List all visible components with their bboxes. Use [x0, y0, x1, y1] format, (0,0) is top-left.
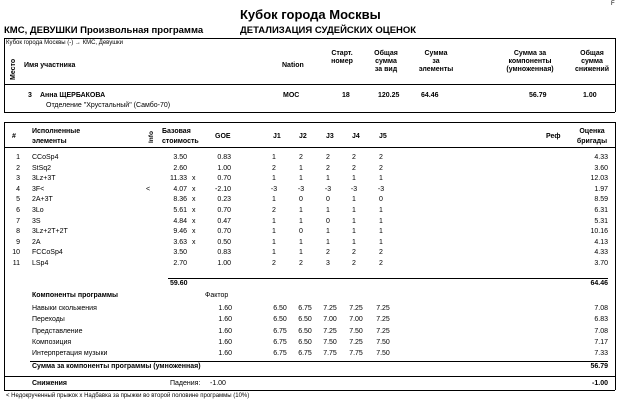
col-info: Info: [148, 131, 155, 143]
element-num: 6: [16, 207, 20, 214]
col-num: #: [12, 133, 16, 140]
element-j4: 1: [352, 196, 356, 204]
element-j3: 3: [326, 260, 330, 267]
element-j2: 1: [299, 207, 303, 214]
element-name: 3S: [32, 217, 41, 225]
component-j1: 6.50: [273, 305, 287, 312]
element-base: 3.63: [173, 238, 187, 246]
component-j4: 7.75: [349, 350, 363, 358]
element-num: 5: [16, 196, 20, 204]
component-score: 7.17: [594, 338, 608, 346]
component-j3: 7.50: [323, 338, 337, 346]
athlete-name: Анна ЩЕРБАКОВА: [40, 92, 106, 99]
element-j3: 0: [326, 217, 330, 225]
element-j3: 1: [326, 228, 330, 236]
component-j2: 6.50: [298, 327, 312, 335]
element-j2: 0: [299, 196, 303, 204]
element-name: 3F<: [32, 185, 45, 193]
element-j2: 1: [299, 164, 303, 172]
element-j3: 1: [326, 207, 330, 214]
element-bonus: x: [192, 185, 196, 193]
component-name: Представление: [32, 327, 83, 335]
footnote: < Недокрученный прыжок x Надбавка за прыжки во второй половине программы (10%): [6, 393, 250, 399]
element-name: FCCoSp4: [32, 249, 63, 257]
component-j5: 7.50: [376, 338, 390, 346]
element-name: 2A: [32, 238, 41, 246]
element-base: 2.60: [173, 164, 187, 172]
component-name: Навыки скольжения: [32, 305, 97, 312]
element-j5: 1: [379, 238, 383, 246]
element-j2: 2: [299, 154, 303, 161]
subtitle-left: КМС, ДЕВУШКИ Произвольная программа: [4, 25, 204, 36]
element-j4: 2: [352, 249, 356, 257]
component-j4: 7.25: [349, 338, 363, 346]
element-j1: 1: [272, 175, 276, 183]
element-score: 12.03: [590, 175, 608, 183]
element-score: 4.33: [594, 154, 608, 161]
deductions-total: -1.00: [592, 380, 608, 387]
component-j3: 7.00: [323, 316, 337, 324]
element-j1: 1: [272, 249, 276, 257]
element-goe: 0.47: [217, 217, 231, 225]
element-j1: 1: [272, 196, 276, 204]
component-factor: 1.60: [218, 305, 232, 312]
element-goe: 0.83: [217, 154, 231, 161]
component-j1: 6.50: [273, 316, 287, 324]
element-j1: 1: [272, 238, 276, 246]
start-header: Старт. номер: [331, 50, 353, 65]
element-j2: 1: [299, 238, 303, 246]
element-score: 4.13: [594, 238, 608, 246]
score-total: 64.46: [590, 280, 608, 287]
col-j2: J2: [299, 133, 307, 140]
athlete-elements: 64.46: [421, 92, 439, 99]
element-num: 11: [12, 260, 20, 267]
athlete-deductions: 1.00: [583, 92, 597, 99]
component-j2: 6.50: [298, 316, 312, 324]
element-num: 9: [16, 238, 20, 246]
components-header: Компоненты программы: [32, 292, 119, 299]
element-j1: 2: [272, 207, 276, 214]
element-name: 3Lz+3T: [32, 175, 56, 183]
element-j5: 1: [379, 228, 383, 236]
element-base: 8.36: [173, 196, 187, 204]
component-j3: 7.25: [323, 305, 337, 312]
element-goe: 0.83: [217, 249, 231, 257]
col-j3: J3: [326, 133, 334, 140]
element-goe: 0.70: [217, 228, 231, 236]
athlete-components: 56.79: [529, 92, 547, 99]
col-executed-elements: Исполненные элементы: [32, 128, 81, 145]
component-j4: 7.00: [349, 316, 363, 324]
element-j1: 1: [272, 154, 276, 161]
component-j2: 6.75: [298, 350, 312, 358]
element-j5: 1: [379, 175, 383, 183]
component-score: 6.83: [594, 316, 608, 324]
col-j4: J4: [352, 133, 360, 140]
athlete-place: 3: [28, 92, 32, 99]
element-j3: 2: [326, 249, 330, 257]
element-j2: 1: [299, 249, 303, 257]
element-num: 2: [16, 164, 20, 172]
element-base: 4.07: [173, 185, 187, 193]
element-j4: 1: [352, 175, 356, 183]
element-name: CCoSp4: [32, 154, 59, 161]
total-header: Общая сумма за вид: [374, 50, 398, 73]
element-bonus: x: [192, 196, 196, 204]
component-j2: 6.75: [298, 305, 312, 312]
athlete-club: Отделение "Хрустальный" (Самбо-70): [46, 102, 171, 109]
element-j2: 1: [299, 217, 303, 225]
component-j2: 6.50: [298, 338, 312, 346]
col-base-value: Базовая стоимость: [162, 128, 199, 145]
component-score: 7.33: [594, 350, 608, 358]
base-total: 59.60: [170, 280, 188, 287]
element-j4: -3: [350, 185, 358, 193]
element-j5: 2: [379, 260, 383, 267]
element-score: 6.31: [594, 207, 608, 214]
nation-header: Nation: [282, 62, 304, 69]
element-name: 3Lz+2T+2T: [32, 228, 68, 236]
element-j5: 2: [379, 249, 383, 257]
col-panel-score: Оценка бригады: [576, 128, 608, 145]
element-j2: 0: [299, 228, 303, 236]
component-score: 7.08: [594, 327, 608, 335]
breadcrumb: Кубок города Москвы (-) → КМС, Девушки: [6, 40, 123, 46]
components-sum-header: Сумма за компоненты (умноженная): [506, 50, 554, 73]
element-goe: 0.23: [217, 196, 231, 204]
athlete-start: 18: [342, 92, 350, 99]
element-j1: 2: [272, 164, 276, 172]
component-factor: 1.60: [218, 316, 232, 324]
col-ref: Реф: [546, 133, 561, 140]
element-j4: 2: [352, 260, 356, 267]
component-j4: 7.50: [349, 327, 363, 335]
element-base: 3.50: [173, 249, 187, 257]
name-header: Имя участника: [24, 62, 76, 69]
deductions-header: Общая сумма снижений: [574, 50, 610, 73]
component-name: Интерпретация музыки: [32, 350, 108, 358]
element-j5: 2: [379, 154, 383, 161]
component-j5: 7.25: [376, 327, 390, 335]
element-base: 5.61: [173, 207, 187, 214]
element-base: 2.70: [173, 260, 187, 267]
element-base: 9.46: [173, 228, 187, 236]
element-base: 3.50: [173, 154, 187, 161]
place-header: Место: [10, 58, 17, 80]
page-title: Кубок города Москвы: [240, 7, 381, 22]
element-score: 10.16: [590, 228, 608, 236]
element-num: 7: [16, 217, 20, 225]
element-goe: 0.70: [217, 207, 231, 214]
component-factor: 1.60: [218, 350, 232, 358]
element-j3: 2: [326, 164, 330, 172]
component-j1: 6.75: [273, 350, 287, 358]
element-j3: 1: [326, 175, 330, 183]
component-factor: 1.60: [218, 338, 232, 346]
element-j4: 2: [352, 164, 356, 172]
element-score: 3.60: [594, 164, 608, 172]
component-j5: 7.50: [376, 350, 390, 358]
element-j5: 1: [379, 217, 383, 225]
element-j4: 1: [352, 207, 356, 214]
component-name: Переходы: [32, 316, 65, 324]
element-j2: -3: [297, 185, 305, 193]
element-name: StSq2: [32, 164, 52, 172]
element-bonus: x: [192, 228, 196, 236]
falls-label: Падения:: [170, 380, 201, 387]
element-num: 10: [12, 249, 20, 257]
element-bonus: x: [192, 238, 196, 246]
element-j1: 1: [272, 217, 276, 225]
element-j4: 1: [352, 238, 356, 246]
element-j3: 0: [326, 196, 330, 204]
element-goe: -2.10: [215, 185, 231, 193]
element-j3: 1: [326, 238, 330, 246]
corner-mark: F: [611, 1, 615, 7]
element-score: 4.33: [594, 249, 608, 257]
components-total: 56.79: [590, 363, 608, 370]
element-j5: 1: [379, 207, 383, 214]
element-name: 3Lo: [32, 207, 44, 214]
component-j1: 6.75: [273, 327, 287, 335]
element-score: 8.59: [594, 196, 608, 204]
element-score: 3.70: [594, 260, 608, 267]
element-goe: 0.70: [217, 175, 231, 183]
element-score: 5.31: [594, 217, 608, 225]
element-j4: 2: [352, 154, 356, 161]
element-goe: 0.50: [217, 238, 231, 246]
element-num: 8: [16, 228, 20, 236]
component-j3: 7.25: [323, 327, 337, 335]
element-info: <: [146, 185, 151, 193]
component-score: 7.08: [594, 305, 608, 312]
element-name: 2A+3T: [32, 196, 53, 204]
athlete-total: 120.25: [378, 92, 400, 99]
element-j4: 1: [352, 228, 356, 236]
element-j2: 1: [299, 175, 303, 183]
element-name: LSp4: [32, 260, 49, 267]
element-j2: 2: [299, 260, 303, 267]
col-goe: GOE: [215, 133, 231, 140]
element-num: 4: [16, 185, 20, 193]
element-num: 1: [16, 154, 20, 161]
element-j3: -3: [324, 185, 332, 193]
subtitle-right: ДЕТАЛИЗАЦИЯ СУДЕЙСКИХ ОЦЕНОК: [240, 25, 417, 36]
deductions-label: Снижения: [32, 380, 67, 387]
element-score: 1.97: [594, 185, 608, 193]
component-j5: 7.25: [376, 316, 390, 324]
component-name: Композиция: [32, 338, 72, 346]
element-j1: 2: [272, 260, 276, 267]
element-j3: 2: [326, 154, 330, 161]
element-j5: -3: [377, 185, 385, 193]
element-j5: 2: [379, 164, 383, 172]
factor-header: Фактор: [205, 292, 229, 299]
element-num: 3: [16, 175, 20, 183]
element-bonus: x: [192, 207, 196, 214]
falls-value: -1.00: [210, 380, 226, 387]
athlete-nation: MOC: [283, 92, 300, 99]
col-j5: J5: [379, 133, 387, 140]
element-j5: 0: [379, 196, 383, 204]
element-base: 11.33: [170, 175, 187, 183]
component-j5: 7.25: [376, 305, 390, 312]
element-j1: 1: [272, 228, 276, 236]
component-j3: 7.75: [323, 350, 337, 358]
element-j4: 1: [352, 217, 356, 225]
element-base: 4.84: [173, 217, 187, 225]
elements-sum-header: Сумма за элементы: [418, 50, 454, 73]
element-j1: -3: [270, 185, 278, 193]
components-total-label: Сумма за компоненты программы (умноженная): [32, 363, 201, 370]
element-bonus: x: [192, 175, 196, 183]
component-j1: 6.75: [273, 338, 287, 346]
element-goe: 1.00: [217, 164, 231, 172]
element-goe: 1.00: [217, 260, 231, 267]
element-bonus: x: [192, 217, 196, 225]
col-j1: J1: [273, 133, 281, 140]
component-factor: 1.60: [218, 327, 232, 335]
component-j4: 7.25: [349, 305, 363, 312]
